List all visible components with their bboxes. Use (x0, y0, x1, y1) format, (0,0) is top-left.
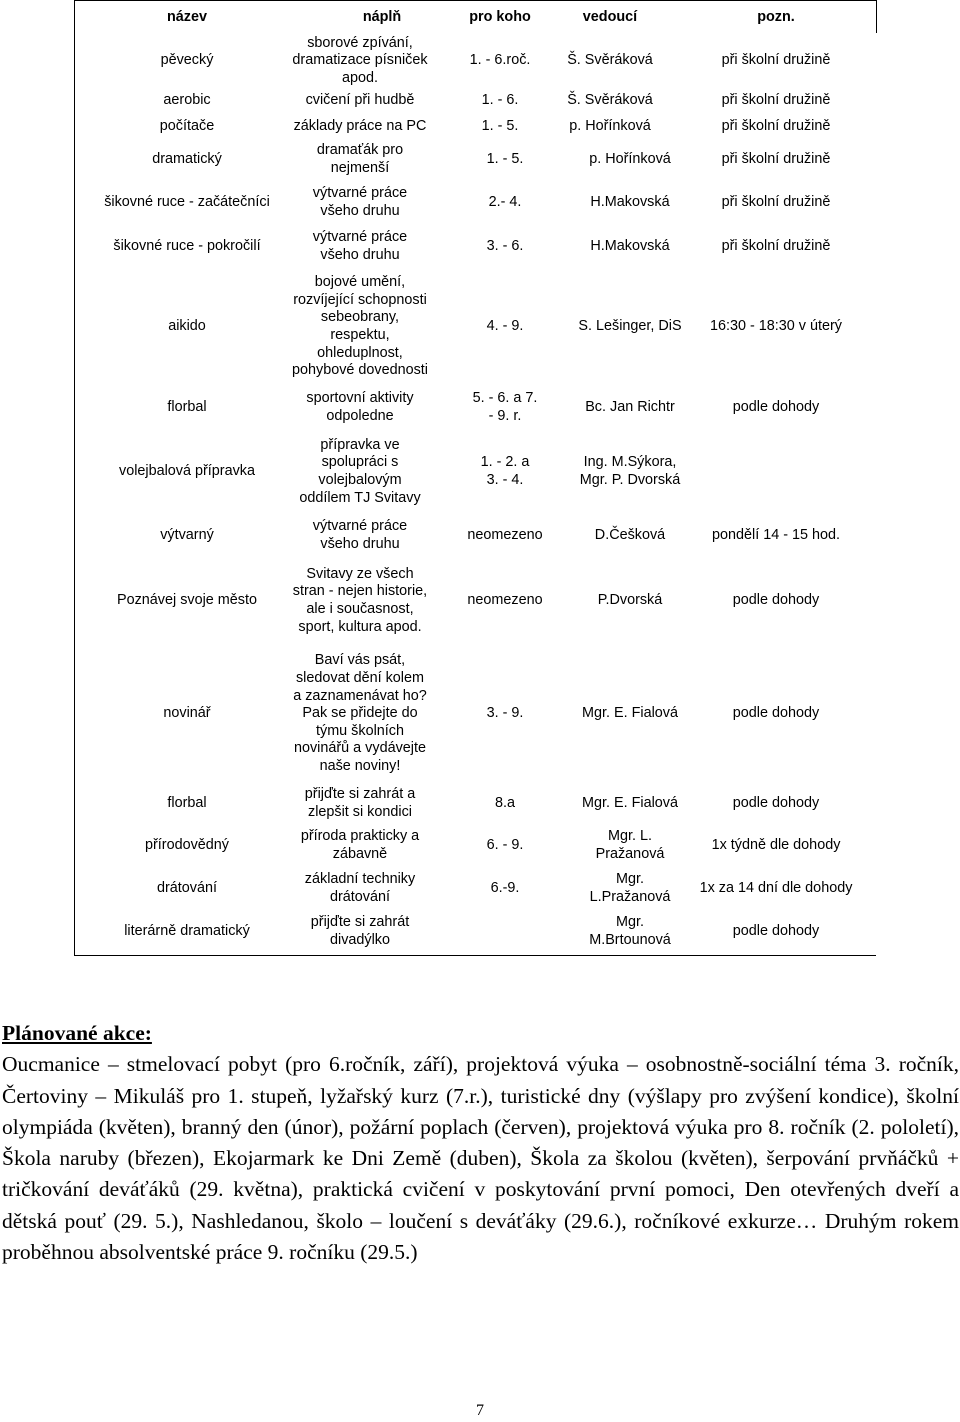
clubs-table (74, 0, 876, 956)
cell-vedouci: Mgr. M.Brtounová (589, 914, 671, 948)
cell-napln: dramaťák pro nejmenší (316, 142, 404, 176)
cell-pro-koho: neomezeno (467, 527, 543, 544)
cell-pozn: při školní družině (721, 118, 831, 135)
cell-napln: bojové umění, rozvíjející schopnosti sebeobrany, respektu, ohleduplnost, pohybové dovednosti (291, 274, 428, 379)
cell-napln: sportovní aktivity odpoledne (306, 390, 414, 424)
cell-vedouci: Mgr. E. Fialová (582, 705, 678, 722)
cell-pozn: podle dohody (732, 592, 820, 609)
cell-nazev: šikovné ruce - začátečníci (104, 194, 270, 211)
cell-nazev: výtvarný (160, 527, 214, 544)
cell-napln: sborové zpívání, dramatizace písniček apod. (292, 34, 428, 86)
cell-napln: přijďte si zahrát a zlepšit si kondici (304, 786, 416, 820)
cell-nazev: florbal (167, 795, 207, 812)
cell-napln: výtvarné práce všeho druhu (312, 518, 408, 552)
cell-pozn: 1x týdně dle dohody (711, 837, 841, 854)
cell-nazev: drátování (156, 880, 217, 897)
cell-pozn (675, 432, 877, 512)
header-pro-koho: pro koho (469, 8, 531, 25)
cell-pro-koho: 6.-9. (490, 880, 520, 897)
cell-nazev: Poznávej svoje město (117, 592, 257, 609)
cell-nazev: dramatický (152, 151, 222, 168)
cell-nazev: přírodovědný (145, 837, 229, 854)
cell-pozn: podle dohody (732, 795, 820, 812)
cell-vedouci: p. Hořínková (589, 151, 671, 168)
cell-napln: Svitavy ze všech stran - nejen historie, ale i současnost, sport, kultura apod. (292, 565, 428, 635)
cell-napln: výtvarné práce všeho druhu (312, 229, 408, 263)
page-number: 7 (476, 1402, 484, 1419)
cell-nazev: aikido (168, 318, 206, 335)
cell-pozn: při školní družině (721, 194, 831, 211)
cell-pozn: při školní družině (721, 151, 831, 168)
cell-napln: základy práce na PC (293, 118, 427, 135)
cell-pozn: podle dohody (732, 705, 820, 722)
cell-napln: přípravka ve spolupráci s volejbalovým oddílem TJ Svitavy (299, 436, 421, 506)
cell-nazev: novinář (163, 705, 211, 722)
cell-pozn: podle dohody (732, 399, 820, 416)
cell-napln: Baví vás psát, sledovat dění kolem a zaznamenávat ho? Pak se přidejte do týmu školních novinářů a vydávejte naše noviny! (293, 652, 427, 774)
cell-pozn: při školní družině (721, 52, 831, 69)
planned-actions-title: Plánované akce: (2, 1021, 152, 1045)
cell-pro-koho: neomezeno (467, 592, 543, 609)
planned-actions-text: Oucmanice – stmelovací pobyt (pro 6.ročník, září), projektová výuka – osobnostně-sociální téma 3. ročník, Čertoviny – Mikuláš pro 1. stupeň, lyžařský kurz (7.r.), turistické dny (výšlapy pro zvýšení kondice), školní olympiáda (květen), branný den (únor), požární poplach (červen), projektová výuka pro 8. ročník (2. pololetí), Škola naruby (březen), Ekojarmark ke Dni Země (duben), Škola za školou (květen), šerpování prvňáčků + tričkování deváťáků (29. května), praktická cvičení v poskytování první pomoci, Den otevřených dveří a dětská pouť (29. 5.), Nashledanou, školo – loučení s deváťáky (29.6.), ročníkové exkurze… Druhým rokem proběhnou absolventské práce 9. ročníku (29.5.) (2, 1052, 959, 1265)
cell-pozn: pondělí 14 - 15 hod. (711, 527, 841, 544)
cell-pro-koho (445, 912, 565, 952)
cell-vedouci: p. Hořínková (569, 118, 651, 135)
cell-vedouci: H.Makovská (590, 238, 670, 255)
cell-vedouci: Mgr. E. Fialová (582, 795, 678, 812)
cell-pro-koho: 8.a (494, 795, 515, 812)
cell-nazev: šikovné ruce - pokročilí (113, 238, 261, 255)
cell-pro-koho: 1. - 5. (481, 118, 519, 135)
cell-nazev: literárně dramatický (124, 923, 250, 940)
cell-napln: příroda prakticky a zábavně (300, 828, 420, 862)
cell-pozn: při školní družině (721, 92, 831, 109)
cell-pro-koho: 6. - 9. (486, 837, 524, 854)
planned-actions (2, 1018, 959, 1268)
cell-pozn: při školní družině (721, 238, 831, 255)
cell-napln: přijďte si zahrát divadýlko (310, 914, 410, 948)
cell-vedouci: D.Češková (594, 527, 666, 544)
cell-pro-koho: 2.- 4. (488, 194, 522, 211)
cell-pozn: 16:30 - 18:30 v úterý (710, 318, 842, 335)
cell-pro-koho: 1. - 6.roč. (469, 52, 531, 69)
cell-napln: výtvarné práce všeho druhu (312, 185, 408, 219)
table-header (75, 0, 877, 33)
header-napln: náplň (362, 8, 402, 25)
cell-pro-koho: 4. - 9. (486, 318, 524, 335)
cell-vedouci: Mgr. L.Pražanová (589, 871, 671, 905)
header-vedouci: vedoucí (582, 8, 638, 25)
cell-nazev: pěvecký (160, 52, 214, 69)
cell-vedouci: P.Dvorská (597, 592, 663, 609)
header-nazev: název (167, 8, 207, 25)
cell-nazev: počítače (159, 118, 215, 135)
cell-vedouci: H.Makovská (590, 194, 670, 211)
cell-pro-koho: 1. - 2. a 3. - 4. (480, 454, 530, 488)
cell-vedouci: Š. Svěráková (567, 92, 653, 109)
cell-pozn: 1x za 14 dní dle dohody (699, 880, 853, 897)
cell-vedouci: Ing. M.Sýkora, Mgr. P. Dvorská (579, 454, 681, 488)
cell-pro-koho: 3. - 6. (486, 238, 524, 255)
cell-nazev: volejbalová přípravka (119, 463, 255, 480)
cell-vedouci: Š. Svěráková (567, 52, 653, 69)
cell-nazev: florbal (167, 399, 207, 416)
header-pozn: pozn. (757, 8, 795, 25)
cell-pro-koho: 1. - 5. (486, 151, 524, 168)
cell-pro-koho: 3. - 9. (486, 705, 524, 722)
cell-vedouci: Bc. Jan Richtr (585, 399, 675, 416)
cell-vedouci: S. Lešinger, DiS (578, 318, 682, 335)
cell-pro-koho: 5. - 6. a 7. - 9. r. (472, 390, 538, 424)
cell-pozn: podle dohody (732, 923, 820, 940)
cell-napln: cvičení při hudbě (305, 92, 415, 109)
cell-vedouci: Mgr. L. Pražanová (595, 828, 665, 862)
cell-pro-koho: 1. - 6. (481, 92, 519, 109)
cell-nazev: aerobic (163, 92, 211, 109)
cell-napln: základní techniky drátování (304, 871, 416, 905)
